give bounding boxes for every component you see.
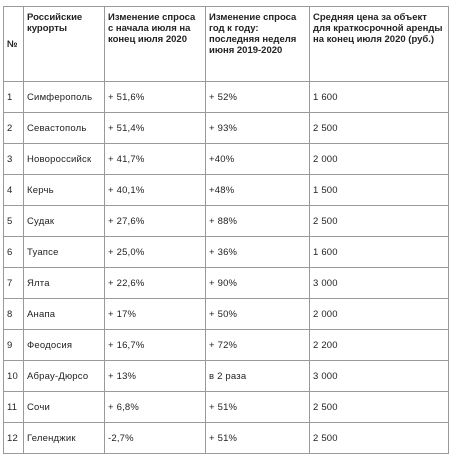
cell-number: 1 [4, 82, 24, 113]
cell-demand-july: + 13% [105, 361, 206, 392]
cell-number: 10 [4, 361, 24, 392]
table-row [4, 423, 449, 454]
cell-demand-july: + 27,6% [105, 206, 206, 237]
header-number: № [4, 7, 24, 82]
cell-resort: Ялта [24, 268, 105, 299]
cell-demand-yoy: +48% [206, 175, 310, 206]
cell-demand-july: + 17% [105, 299, 206, 330]
cell-price: 1 500 [310, 175, 449, 206]
table-row [4, 268, 449, 299]
cell-demand-yoy: + 51% [206, 392, 310, 423]
cell-resort: Абрау-Дюрсо [24, 361, 105, 392]
header-demand-change-july: Изменение спроса с начала июля на конец июля 2020 [105, 7, 206, 82]
cell-demand-july: + 22,6% [105, 268, 206, 299]
cell-demand-yoy: + 93% [206, 113, 310, 144]
cell-price: 2 500 [310, 392, 449, 423]
cell-demand-july: + 51,4% [105, 113, 206, 144]
table-row [4, 113, 449, 144]
cell-demand-july: + 41,7% [105, 144, 206, 175]
cell-resort: Туапсе [24, 237, 105, 268]
cell-demand-yoy: + 52% [206, 82, 310, 113]
cell-resort: Новороссийск [24, 144, 105, 175]
cell-resort: Сочи [24, 392, 105, 423]
cell-demand-yoy: + 36% [206, 237, 310, 268]
resorts-table-container [3, 6, 448, 454]
cell-price: 1 600 [310, 237, 449, 268]
cell-number: 8 [4, 299, 24, 330]
cell-price: 3 000 [310, 268, 449, 299]
cell-price: 2 200 [310, 330, 449, 361]
cell-resort: Симферополь [24, 82, 105, 113]
cell-number: 3 [4, 144, 24, 175]
cell-price: 2 500 [310, 113, 449, 144]
cell-resort: Геленджик [24, 423, 105, 454]
table-row [4, 175, 449, 206]
cell-demand-yoy: в 2 раза [206, 361, 310, 392]
cell-number: 4 [4, 175, 24, 206]
header-resort: Российские курорты [24, 7, 105, 82]
cell-demand-yoy: + 90% [206, 268, 310, 299]
cell-price: 2 000 [310, 299, 449, 330]
cell-number: 6 [4, 237, 24, 268]
header-average-price: Средняя цена за объект для краткосрочной аренды на конец июля 2020 (руб.) [310, 7, 449, 82]
cell-number: 5 [4, 206, 24, 237]
cell-number: 9 [4, 330, 24, 361]
cell-number: 12 [4, 423, 24, 454]
table-row [4, 361, 449, 392]
cell-price: 2 500 [310, 423, 449, 454]
cell-demand-yoy: + 88% [206, 206, 310, 237]
cell-demand-july: + 51,6% [105, 82, 206, 113]
cell-demand-yoy: + 50% [206, 299, 310, 330]
table-row [4, 392, 449, 423]
table-row [4, 237, 449, 268]
header-demand-change-yoy: Изменение спроса год к году: последняя неделя июня 2019-2020 [206, 7, 310, 82]
cell-demand-july: + 25,0% [105, 237, 206, 268]
cell-price: 1 600 [310, 82, 449, 113]
cell-demand-yoy: + 51% [206, 423, 310, 454]
cell-resort: Анапа [24, 299, 105, 330]
resorts-demand-table [3, 6, 449, 454]
cell-demand-july: + 16,7% [105, 330, 206, 361]
cell-demand-july: + 40,1% [105, 175, 206, 206]
cell-demand-yoy: +40% [206, 144, 310, 175]
cell-demand-july: + 6,8% [105, 392, 206, 423]
cell-resort: Севастополь [24, 113, 105, 144]
cell-price: 3 000 [310, 361, 449, 392]
cell-resort: Керчь [24, 175, 105, 206]
cell-price: 2 000 [310, 144, 449, 175]
table-row [4, 144, 449, 175]
table-row [4, 206, 449, 237]
table-row [4, 82, 449, 113]
table-row [4, 299, 449, 330]
cell-demand-yoy: + 72% [206, 330, 310, 361]
cell-resort: Судак [24, 206, 105, 237]
cell-price: 2 500 [310, 206, 449, 237]
cell-number: 7 [4, 268, 24, 299]
cell-number: 2 [4, 113, 24, 144]
table-row [4, 330, 449, 361]
table-header-row [4, 7, 449, 82]
cell-demand-july: -2,7% [105, 423, 206, 454]
cell-number: 11 [4, 392, 24, 423]
cell-resort: Феодосия [24, 330, 105, 361]
